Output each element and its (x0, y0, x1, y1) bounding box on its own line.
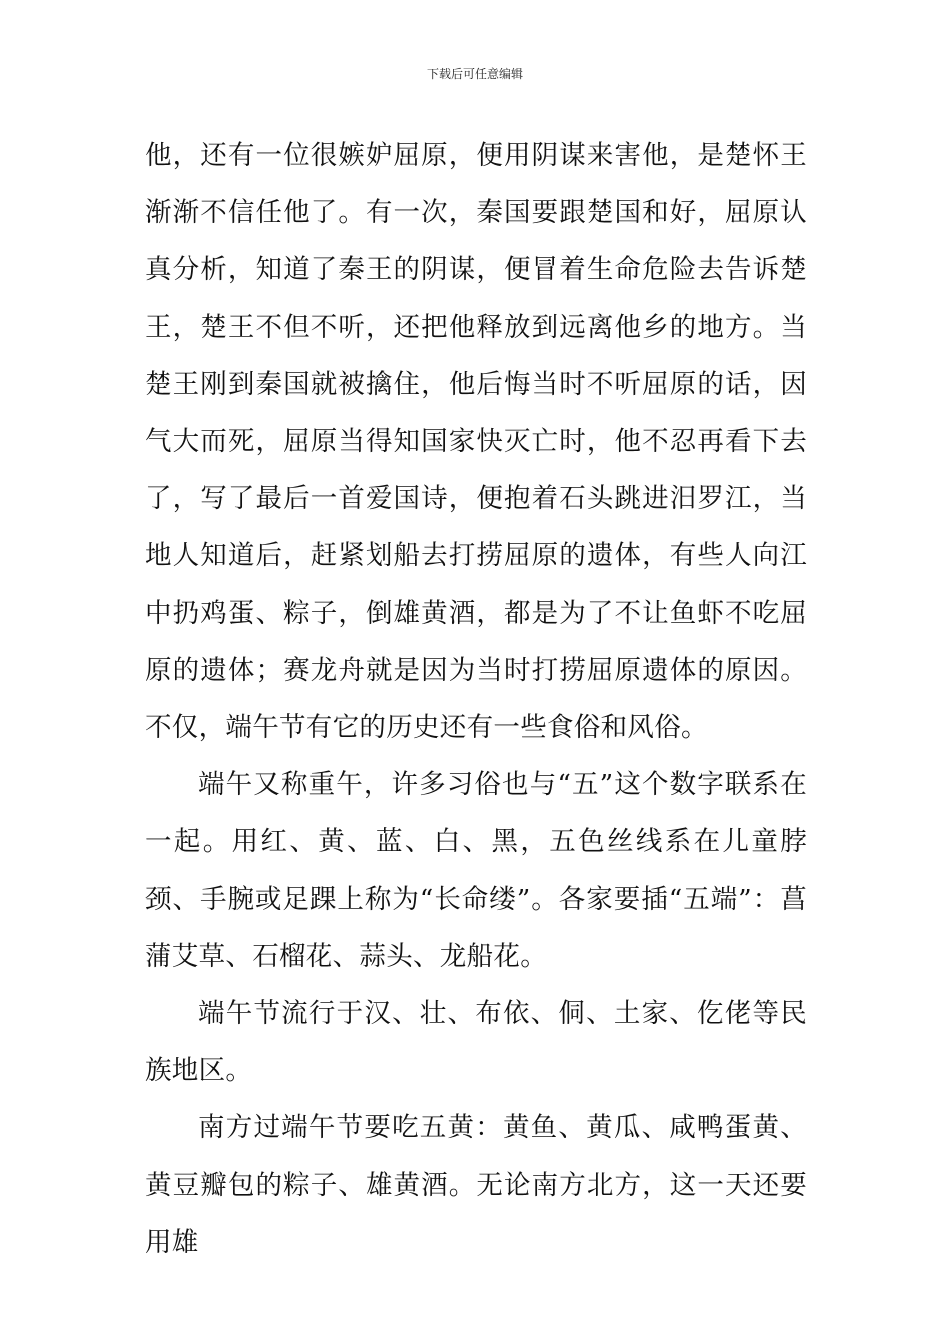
paragraph-five-customs: 端午又称重午，许多习俗也与“五”这个数字联系在一起。用红、黄、蓝、白、黑，五色丝线系在儿童脖颈、手腕或足踝上称为“长命缕”。各家要插“五端”：菖蒲艾草、石榴花、蒜头、龙船花。 (145, 769, 807, 972)
page-header: 下载后可任意编辑 (426, 67, 523, 81)
paragraph-quyuan-story: 他，还有一位很嫉妒屈原，便用阴谋来害他，是楚怀王渐渐不信任他了。有一次，秦国要跟楚国和好，屈原认真分析，知道了秦王的阴谋，便冒着生命危险去告诉楚王，楚王不但不听，还把他释放到远离他乡的地方。当楚王刚到秦国就被擒住，他后悔当时不听屈原的话，因气大而死，屈原当得知国家快灭亡时，他不忍再看下去了，写了最后一首爱国诗，便抱着石头跳进汨罗江，当地人知道后，赶紧划船去打捞屈原的遗体，有些人向江中扔鸡蛋、粽子，倒雄黄酒，都是为了不让鱼虾不吃屈原的遗体；赛龙舟就是因为当时打捞屈原遗体的原因。不仅，端午节有它的历史还有一些食俗和风俗。 (145, 140, 807, 744)
paragraph-five-yellows: 南方过端午节要吃五黄：黄鱼、黄瓜、咸鸭蛋黄、黄豆瓣包的粽子、雄黄酒。无论南方北方，这一天还要用雄 (145, 1112, 807, 1258)
document-body (145, 127, 807, 1271)
paragraph-ethnic-regions: 端午节流行于汉、壮、布依、侗、土家、仡佬等民族地区。 (145, 998, 807, 1087)
